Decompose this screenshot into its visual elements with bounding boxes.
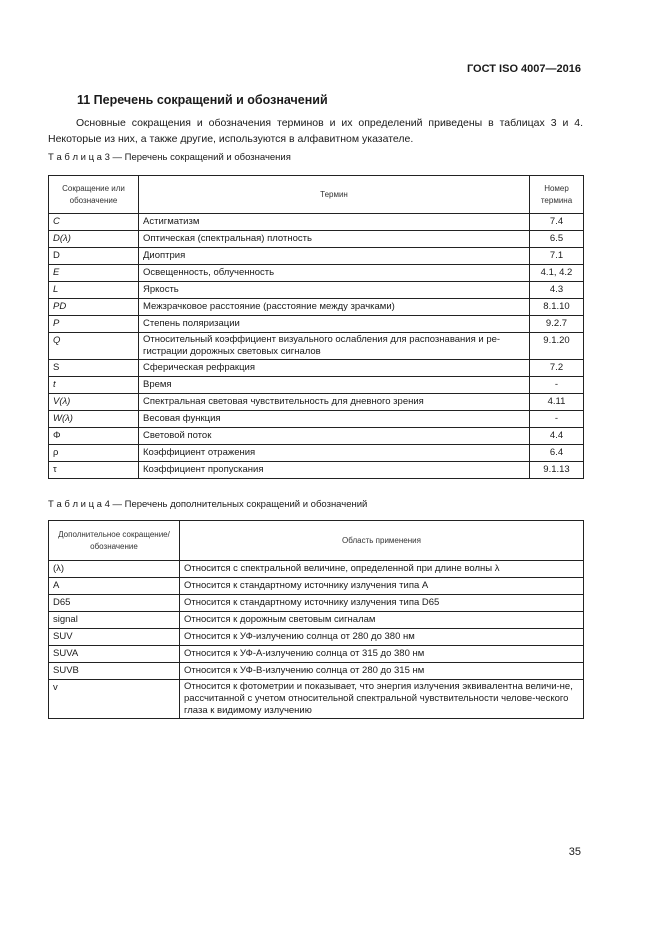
number-cell: 4.3 — [530, 282, 584, 299]
table-row — [49, 248, 584, 265]
table-row — [49, 282, 584, 299]
symbol-cell: D(λ) — [49, 231, 139, 248]
scope-cell: Относится к дорожным световым сигналам — [180, 612, 584, 629]
term-cell: Яркость — [139, 282, 530, 299]
symbol-cell: Φ — [49, 428, 139, 445]
number-cell: 4.11 — [530, 394, 584, 411]
symbol-cell: C — [49, 214, 139, 231]
symbol-cell: SUVB — [49, 663, 180, 680]
table-row — [49, 411, 584, 428]
term-cell: Время — [139, 377, 530, 394]
symbol-cell: SUV — [49, 629, 180, 646]
term-cell: Освещенность, облученность — [139, 265, 530, 282]
number-cell: 6.5 — [530, 231, 584, 248]
section-title: 11 Перечень сокращений и обозначений — [77, 93, 328, 107]
symbol-cell: E — [49, 265, 139, 282]
table-row — [49, 377, 584, 394]
number-cell: - — [530, 411, 584, 428]
table-row — [49, 462, 584, 479]
table-row — [49, 394, 584, 411]
scope-cell: Относится к стандартному источнику излучения типа D65 — [180, 595, 584, 612]
table-row — [49, 445, 584, 462]
column-header-symbol: Дополнительное сокращение/обозначение — [49, 521, 180, 561]
term-cell: Оптическая (спектральная) плотность — [139, 231, 530, 248]
table-header-row — [49, 176, 584, 214]
term-cell: Световой поток — [139, 428, 530, 445]
term-cell: Относительный коэффициент визуального ослабления для распознавания и ре-гистрации дорожных световых сигналов — [139, 333, 530, 360]
symbol-cell: τ — [49, 462, 139, 479]
column-header-symbol: Сокращение или обозначение — [49, 176, 139, 214]
term-cell: Сферическая рефракция — [139, 360, 530, 377]
table-header-row — [49, 521, 584, 561]
table-row — [49, 663, 584, 680]
table-row — [49, 428, 584, 445]
number-cell: 9.1.20 — [530, 333, 584, 360]
table3-caption: Т а б л и ц а 3 — Перечень сокращений и обозначения — [48, 152, 291, 163]
table-row — [49, 561, 584, 578]
table-row — [49, 333, 584, 360]
symbol-cell: V(λ) — [49, 394, 139, 411]
table-row — [49, 629, 584, 646]
table-row — [49, 646, 584, 663]
additional-abbreviations-table — [48, 520, 584, 719]
table-row — [49, 231, 584, 248]
standard-code: ГОСТ ISO 4007—2016 — [466, 63, 581, 75]
symbol-cell: t — [49, 377, 139, 394]
scope-cell: Относится к стандартному источнику излучения типа A — [180, 578, 584, 595]
table-row — [49, 360, 584, 377]
symbol-cell: S — [49, 360, 139, 377]
symbol-cell: D — [49, 248, 139, 265]
number-cell: 4.1, 4.2 — [530, 265, 584, 282]
page-number: 35 — [568, 846, 581, 858]
scope-cell: Относится к УФ-А-излучению солнца от 315 до 380 нм — [180, 646, 584, 663]
scope-cell: Относится к УФ-излучению солнца от 280 до 380 нм — [180, 629, 584, 646]
number-cell: 7.1 — [530, 248, 584, 265]
table4-caption: Т а б л и ц а 4 — Перечень дополнительных сокращений и обозначений — [48, 499, 368, 510]
table-row — [49, 265, 584, 282]
symbol-cell: L — [49, 282, 139, 299]
term-cell: Степень поляризации — [139, 316, 530, 333]
number-cell: 6.4 — [530, 445, 584, 462]
symbol-cell: A — [49, 578, 180, 595]
abbreviations-table — [48, 175, 584, 479]
term-cell: Межзрачковое расстояние (расстояние между зрачками) — [139, 299, 530, 316]
symbol-cell: signal — [49, 612, 180, 629]
scope-cell: Относится к фотометрии и показывает, что энергия излучения эквивалентна величи-не, рассчитанной с учетом относительной спектральной чувствительности челове-ческого глаза к видимому излучению — [180, 680, 584, 719]
symbol-cell: SUVA — [49, 646, 180, 663]
number-cell: 9.2.7 — [530, 316, 584, 333]
scope-cell: Относится с спектральной величине, определенной при длине волны λ — [180, 561, 584, 578]
column-header-scope: Область применения — [180, 521, 584, 561]
number-cell: 9.1.13 — [530, 462, 584, 479]
column-header-number: Номер термина — [530, 176, 584, 214]
symbol-cell: Q — [49, 333, 139, 360]
table-row — [49, 680, 584, 719]
term-cell: Астигматизм — [139, 214, 530, 231]
scope-cell: Относится к УФ-В-излучению солнца от 280 до 315 нм — [180, 663, 584, 680]
symbol-cell: W(λ) — [49, 411, 139, 428]
term-cell: Коэффициент пропускания — [139, 462, 530, 479]
number-cell: 4.4 — [530, 428, 584, 445]
number-cell: 8.1.10 — [530, 299, 584, 316]
number-cell: 7.2 — [530, 360, 584, 377]
term-cell: Коэффициент отражения — [139, 445, 530, 462]
term-cell: Спектральная световая чувствительность для дневного зрения — [139, 394, 530, 411]
table-row — [49, 214, 584, 231]
column-header-term: Термин — [139, 176, 530, 214]
symbol-cell: ρ — [49, 445, 139, 462]
symbol-cell: D65 — [49, 595, 180, 612]
number-cell: 7.4 — [530, 214, 584, 231]
number-cell: - — [530, 377, 584, 394]
term-cell: Диоптрия — [139, 248, 530, 265]
symbol-cell: PD — [49, 299, 139, 316]
symbol-cell: (λ) — [49, 561, 180, 578]
term-cell: Весовая функция — [139, 411, 530, 428]
symbol-cell: v — [49, 680, 180, 719]
symbol-cell: P — [49, 316, 139, 333]
table-row — [49, 612, 584, 629]
table-row — [49, 299, 584, 316]
table-row — [49, 316, 584, 333]
table-row — [49, 595, 584, 612]
table-row — [49, 578, 584, 595]
intro-paragraph: Основные сокращения и обозначения терминов и их определений приведены в таблицах 3 и 4. Некоторые из них, а также другие, используются в алфавитном указателе. — [48, 117, 583, 145]
